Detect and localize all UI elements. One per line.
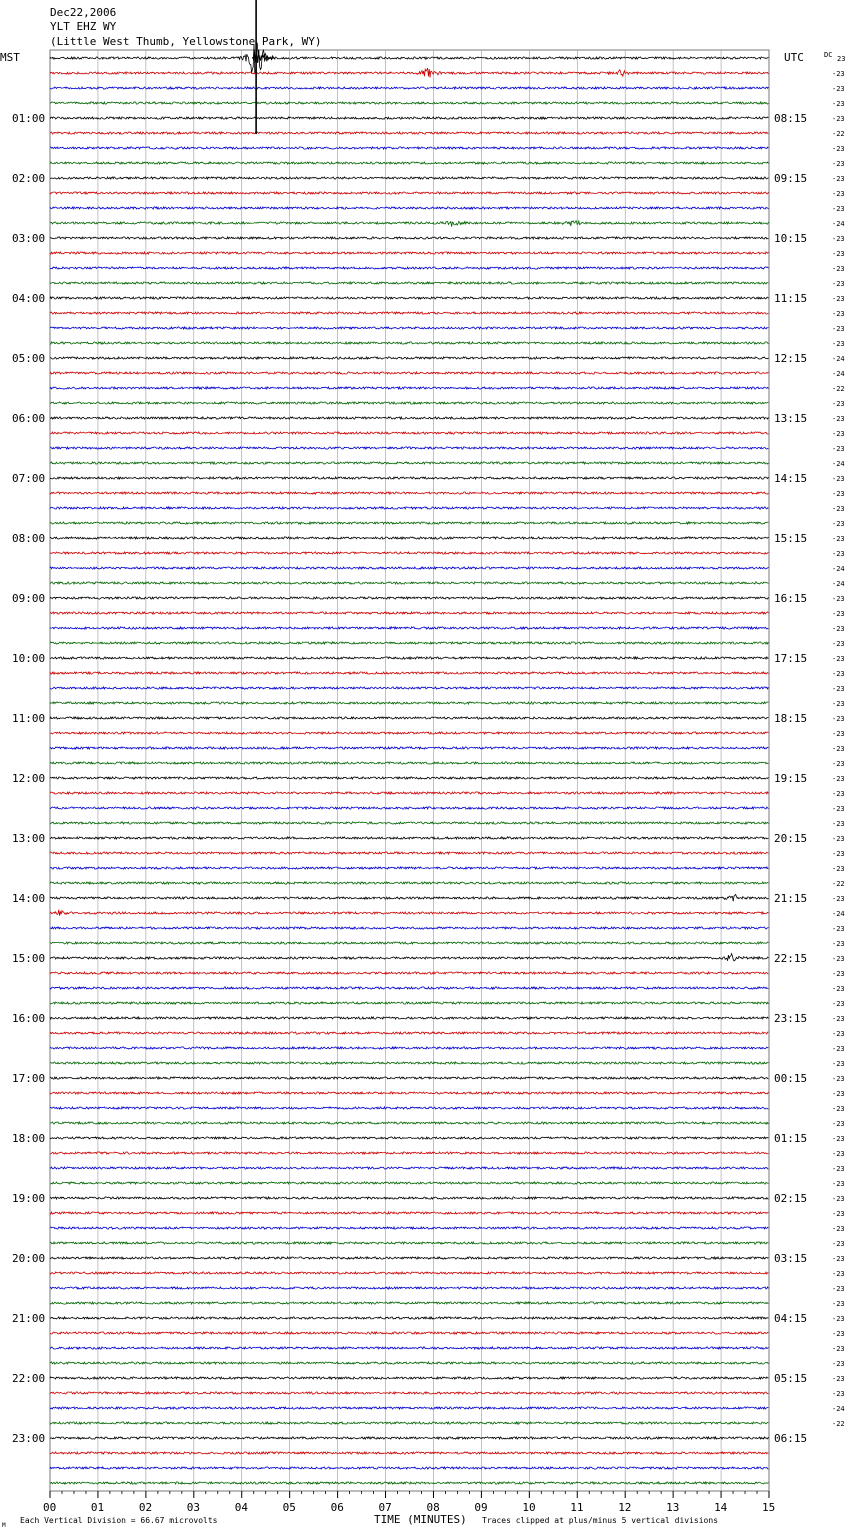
left-hour-label: 16:00	[12, 1012, 46, 1025]
dc-offset-label: -23	[832, 700, 845, 708]
left-hour-label: 01:00	[12, 112, 46, 125]
left-hour-label: 19:00	[12, 1192, 46, 1205]
left-timezone-label: MST	[0, 51, 20, 64]
x-axis	[43, 1491, 775, 1514]
left-hour-label: 10:00	[12, 652, 46, 665]
trace-row-79	[50, 1242, 768, 1244]
trace-row-80	[50, 1257, 768, 1259]
trace-row-18	[50, 327, 768, 329]
left-hour-labels	[12, 112, 45, 1445]
trace-row-27	[50, 462, 768, 464]
dc-offset-label: -23	[832, 715, 845, 723]
dc-offset-label: -24	[832, 220, 845, 228]
trace-row-35	[50, 582, 768, 584]
right-hour-label: 21:15	[774, 892, 808, 905]
right-hour-label: 04:15	[774, 1312, 808, 1325]
trace-row-25	[50, 432, 768, 434]
dc-offset-labels	[832, 55, 845, 1428]
x-tick-label: 03	[186, 1501, 201, 1514]
dc-offset-label: -23	[832, 160, 845, 168]
trace-row-19	[50, 342, 768, 344]
dc-offset-label: -23	[832, 490, 845, 498]
dc-offset-label: -23	[832, 1045, 845, 1053]
dc-offset-label: -23	[832, 235, 845, 243]
dc-offset-label: -24	[832, 1405, 845, 1413]
trace-row-94	[50, 1467, 768, 1469]
dc-offset-label: -23	[832, 115, 845, 123]
dc-offset-label: -23	[832, 295, 845, 303]
trace-row-87	[50, 1362, 768, 1364]
dc-offset-label: -23	[832, 775, 845, 783]
x-tick-label: 13	[666, 1501, 680, 1514]
dc-offset-label: -23	[832, 745, 845, 753]
trace-row-22	[50, 387, 768, 389]
dc-offset-label: -23	[832, 1000, 845, 1008]
right-hour-label: 11:15	[774, 292, 808, 305]
right-hour-label: 09:15	[774, 172, 808, 185]
x-tick-label: 04	[234, 1501, 248, 1514]
left-hour-label: 12:00	[12, 772, 46, 785]
dc-offset-label: -23	[832, 1345, 845, 1353]
right-hour-label: 14:15	[774, 472, 808, 485]
dc-offset-label: -23	[832, 955, 845, 963]
x-tick-label: 12	[618, 1501, 632, 1514]
right-hour-label: 06:15	[774, 1432, 808, 1445]
dc-offset-label: -23	[832, 940, 845, 948]
trace-row-86	[50, 1347, 768, 1349]
dc-offset-label: -23	[832, 1060, 845, 1068]
trace-row-84	[50, 1317, 768, 1319]
left-hour-label: 18:00	[12, 1132, 46, 1145]
dc-offset-label: -23	[832, 250, 845, 258]
dc-offset-label: -23	[832, 1105, 845, 1113]
left-hour-label: 06:00	[12, 412, 46, 425]
x-tick-label: 06	[330, 1501, 344, 1514]
dc-offset-label: -22	[832, 880, 845, 888]
trace-row-46	[50, 747, 768, 749]
right-hour-label: 22:15	[774, 952, 808, 965]
dc-offset-label: -23	[832, 970, 845, 978]
dc-offset-label: -22	[832, 385, 845, 393]
dc-offset-label: -24	[832, 355, 845, 363]
left-hour-label: 15:00	[12, 952, 46, 965]
dc-offset-label: -23	[832, 1360, 845, 1368]
dc-offset-label: -23	[832, 550, 845, 558]
trace-row-16	[50, 297, 768, 299]
dc-offset-label: -23	[832, 1075, 845, 1083]
trace-row-55	[50, 882, 768, 884]
dc-offset-label: -23	[832, 1015, 845, 1023]
trace-row-78	[50, 1227, 768, 1229]
trace-row-65	[50, 1032, 768, 1034]
left-hour-label: 03:00	[12, 232, 46, 245]
trace-row-32	[50, 537, 768, 539]
dc-offset-label: -23	[832, 1210, 845, 1218]
trace-row-5	[50, 132, 768, 134]
left-hour-label: 11:00	[12, 712, 46, 725]
x-tick-label: 11	[570, 1501, 584, 1514]
dc-offset-label: -23	[832, 925, 845, 933]
dc-offset-label: -23	[832, 640, 845, 648]
trace-row-39	[50, 642, 768, 644]
dc-offset-label: -23	[832, 535, 845, 543]
dc-offset-label: -22	[832, 1420, 845, 1428]
dc-offset-label: -23	[832, 1315, 845, 1323]
dc-offset-label: -23	[832, 190, 845, 198]
trace-row-77	[50, 1212, 768, 1214]
dc-offset-label: -23	[832, 430, 845, 438]
dc-offset-label: -24	[832, 565, 845, 573]
plot-grid	[50, 50, 769, 1491]
trace-row-33	[50, 552, 768, 554]
trace-row-15	[50, 282, 768, 284]
dc-offset-label: -23	[832, 850, 845, 858]
dc-offset-label: -24	[832, 370, 845, 378]
dc-offset-label: -23	[832, 790, 845, 798]
left-hour-label: 08:00	[12, 532, 46, 545]
left-hour-label: 02:00	[12, 172, 46, 185]
dc-offset-label: -23	[832, 610, 845, 618]
trace-row-45	[50, 732, 768, 734]
x-tick-label: 15	[762, 1501, 776, 1514]
dc-offset-label: -23	[832, 265, 845, 273]
left-hour-label: 13:00	[12, 832, 46, 845]
right-hour-label: 19:15	[774, 772, 808, 785]
trace-row-83	[50, 1302, 768, 1304]
trace-row-73	[50, 1152, 768, 1154]
dc-offset-label: -23	[832, 1030, 845, 1038]
clip-note: Traces clipped at plus/minus 5 vertical divisions	[482, 1516, 719, 1525]
right-hour-label: 05:15	[774, 1372, 808, 1385]
x-tick-label: 09	[474, 1501, 488, 1514]
trace-row-10	[50, 207, 768, 209]
dc-offset-label: -23	[832, 1180, 845, 1188]
right-hour-label: 10:15	[774, 232, 808, 245]
dc-offset-label: -23	[832, 1120, 845, 1128]
dc-offset-label: -23	[832, 1165, 845, 1173]
dc-offset-label: -23	[832, 865, 845, 873]
trace-row-29	[50, 492, 768, 494]
trace-row-41	[50, 672, 768, 674]
dc-offset-label: -23	[832, 100, 845, 108]
x-tick-label: 00	[43, 1501, 57, 1514]
dc-offset-label: -23	[832, 175, 845, 183]
trace-row-50	[50, 807, 768, 809]
trace-row-67	[50, 1062, 768, 1064]
trace-row-72	[50, 1137, 768, 1139]
right-hour-labels	[774, 112, 807, 1445]
trace-row-68	[50, 1077, 768, 1079]
dc-offset-label: -23	[832, 1300, 845, 1308]
x-tick-label: 08	[426, 1501, 440, 1514]
trace-row-85	[50, 1332, 768, 1334]
dc-offset-label: -23	[832, 1225, 845, 1233]
right-hour-label: 15:15	[774, 532, 808, 545]
trace-row-20	[50, 357, 768, 359]
trace-row-51	[50, 822, 768, 824]
dc-offset-label: -23	[832, 280, 845, 288]
left-hour-label: 17:00	[12, 1072, 46, 1085]
trace-row-82	[50, 1287, 768, 1289]
right-hour-label: 12:15	[774, 352, 808, 365]
trace-row-13	[50, 252, 768, 254]
right-hour-label: 03:15	[774, 1252, 808, 1265]
trace-row-61	[50, 972, 768, 974]
scale-note: Each Vertical Division = 66.67 microvolts	[20, 1516, 218, 1525]
x-tick-label: 10	[522, 1501, 536, 1514]
trace-row-7	[50, 162, 768, 164]
header-date: Dec22,2006	[50, 6, 117, 19]
dc-offset-label: -23	[832, 1375, 845, 1383]
left-hour-label: 21:00	[12, 1312, 46, 1325]
dc-offset-label: -23	[832, 595, 845, 603]
dc-offset-label: -23	[832, 1270, 845, 1278]
dc-offset-label: -23	[832, 475, 845, 483]
right-hour-label: 00:15	[774, 1072, 808, 1085]
trace-row-91	[50, 1422, 768, 1424]
x-tick-label: 07	[378, 1501, 392, 1514]
trace-row-54	[50, 867, 768, 869]
dc-offset-label: -23	[832, 730, 845, 738]
dc-offset-label: -23	[832, 655, 845, 663]
right-hour-label: 18:15	[774, 712, 808, 725]
dc-offset-label: -23	[832, 70, 845, 78]
x-tick-label: 01	[90, 1501, 105, 1514]
x-axis-title: TIME (MINUTES)	[374, 1513, 467, 1526]
trace-row-26	[50, 447, 768, 449]
dc-offset-label: -23	[832, 325, 845, 333]
dc-offset-label: -23	[832, 85, 845, 93]
trace-row-56	[50, 895, 768, 902]
dc-offset-label: -23	[832, 1390, 845, 1398]
trace-row-43	[50, 702, 768, 704]
trace-row-89	[50, 1392, 768, 1394]
trace-row-8	[50, 177, 768, 179]
trace-row-4	[50, 117, 768, 119]
trace-row-17	[50, 312, 768, 314]
right-hour-label: 17:15	[774, 652, 808, 665]
trace-row-37	[50, 612, 768, 614]
trace-row-53	[50, 852, 768, 854]
dc-offset-label: -23	[832, 985, 845, 993]
trace-row-93	[50, 1452, 768, 1454]
trace-group	[50, 0, 768, 1484]
dc-offset-label: -23	[832, 625, 845, 633]
plot-frame	[50, 50, 769, 1491]
dc-offset-label: -23	[832, 835, 845, 843]
dc-offset-label: -23	[832, 400, 845, 408]
trace-row-62	[50, 987, 768, 989]
trace-row-60	[50, 954, 768, 961]
left-hour-label: 23:00	[12, 1432, 46, 1445]
trace-row-24	[50, 417, 768, 419]
left-hour-label: 22:00	[12, 1372, 46, 1385]
dc-offset-label: -23	[832, 505, 845, 513]
trace-row-40	[50, 657, 768, 659]
trace-row-52	[50, 837, 768, 839]
trace-row-30	[50, 507, 768, 509]
trace-row-42	[50, 687, 768, 689]
dc-offset-label: 23	[837, 55, 846, 63]
dc-offset-label: -23	[832, 445, 845, 453]
x-tick-label: 02	[138, 1501, 153, 1514]
trace-row-74	[50, 1167, 768, 1169]
dc-offset-label: -24	[832, 460, 845, 468]
right-hour-label: 13:15	[774, 412, 808, 425]
trace-row-49	[50, 792, 768, 794]
dc-offset-label: -23	[832, 1240, 845, 1248]
right-timezone-label: UTC	[784, 51, 804, 64]
corner-mark: M	[2, 1522, 6, 1529]
trace-row-71	[50, 1122, 768, 1124]
trace-row-44	[50, 717, 768, 719]
dc-offset-label: -23	[832, 205, 845, 213]
trace-row-64	[50, 1017, 768, 1019]
dc-offset-label: -23	[832, 1330, 845, 1338]
trace-row-3	[50, 102, 768, 104]
trace-row-95	[50, 1482, 768, 1484]
dc-label: DC	[824, 51, 833, 59]
right-hour-label: 16:15	[774, 592, 808, 605]
trace-row-69	[50, 1092, 768, 1094]
left-hour-label: 20:00	[12, 1252, 46, 1265]
trace-row-31	[50, 522, 768, 524]
dc-offset-label: -24	[832, 910, 845, 918]
header-location: (Little West Thumb, Yellowstone Park, WY)	[50, 35, 322, 48]
trace-row-36	[50, 597, 768, 599]
dc-offset-label: -23	[832, 685, 845, 693]
trace-row-6	[50, 147, 768, 149]
trace-row-11	[50, 221, 768, 227]
trace-row-92	[50, 1437, 768, 1439]
x-tick-label: 14	[714, 1501, 728, 1514]
trace-row-47	[50, 762, 768, 764]
left-hour-label: 04:00	[12, 292, 46, 305]
trace-row-1	[50, 68, 768, 77]
trace-row-38	[50, 627, 768, 629]
dc-offset-label: -23	[832, 805, 845, 813]
dc-offset-label: -23	[832, 670, 845, 678]
dc-offset-label: -23	[832, 340, 845, 348]
header-station: YLT EHZ WY	[50, 20, 117, 33]
trace-row-23	[50, 402, 768, 404]
trace-row-88	[50, 1377, 768, 1379]
dc-offset-label: -23	[832, 820, 845, 828]
trace-row-48	[50, 777, 768, 779]
dc-offset-label: -22	[832, 130, 845, 138]
dc-offset-label: -23	[832, 1285, 845, 1293]
dc-offset-label: -23	[832, 895, 845, 903]
trace-row-14	[50, 267, 768, 269]
right-hour-label: 23:15	[774, 1012, 808, 1025]
dc-offset-label: -23	[832, 520, 845, 528]
trace-row-9	[50, 192, 768, 194]
right-hour-label: 02:15	[774, 1192, 808, 1205]
left-hour-label: 09:00	[12, 592, 46, 605]
trace-row-75	[50, 1182, 768, 1184]
trace-row-70	[50, 1107, 768, 1109]
trace-row-59	[50, 942, 768, 944]
trace-row-34	[50, 567, 768, 569]
dc-offset-label: -23	[832, 760, 845, 768]
left-hour-label: 14:00	[12, 892, 46, 905]
dc-offset-label: -23	[832, 1195, 845, 1203]
trace-row-63	[50, 1002, 768, 1004]
trace-row-2	[50, 87, 768, 89]
left-hour-label: 07:00	[12, 472, 46, 485]
right-hour-label: 08:15	[774, 112, 808, 125]
left-hour-label: 05:00	[12, 352, 46, 365]
trace-row-12	[50, 237, 768, 239]
trace-row-90	[50, 1407, 768, 1409]
trace-row-81	[50, 1272, 768, 1274]
dc-offset-label: -24	[832, 580, 845, 588]
dc-offset-label: -23	[832, 415, 845, 423]
trace-row-66	[50, 1047, 768, 1049]
trace-row-57	[50, 910, 768, 916]
right-hour-label: 01:15	[774, 1132, 808, 1145]
dc-offset-label: -23	[832, 1090, 845, 1098]
dc-offset-label: -23	[832, 310, 845, 318]
trace-row-76	[50, 1197, 768, 1199]
right-hour-label: 20:15	[774, 832, 808, 845]
trace-row-28	[50, 477, 768, 479]
dc-offset-label: -23	[832, 1255, 845, 1263]
trace-row-58	[50, 927, 768, 929]
trace-row-21	[50, 372, 768, 374]
x-tick-label: 05	[282, 1501, 296, 1514]
dc-offset-label: -23	[832, 145, 845, 153]
dc-offset-label: -23	[832, 1150, 845, 1158]
dc-offset-label: -23	[832, 1135, 845, 1143]
